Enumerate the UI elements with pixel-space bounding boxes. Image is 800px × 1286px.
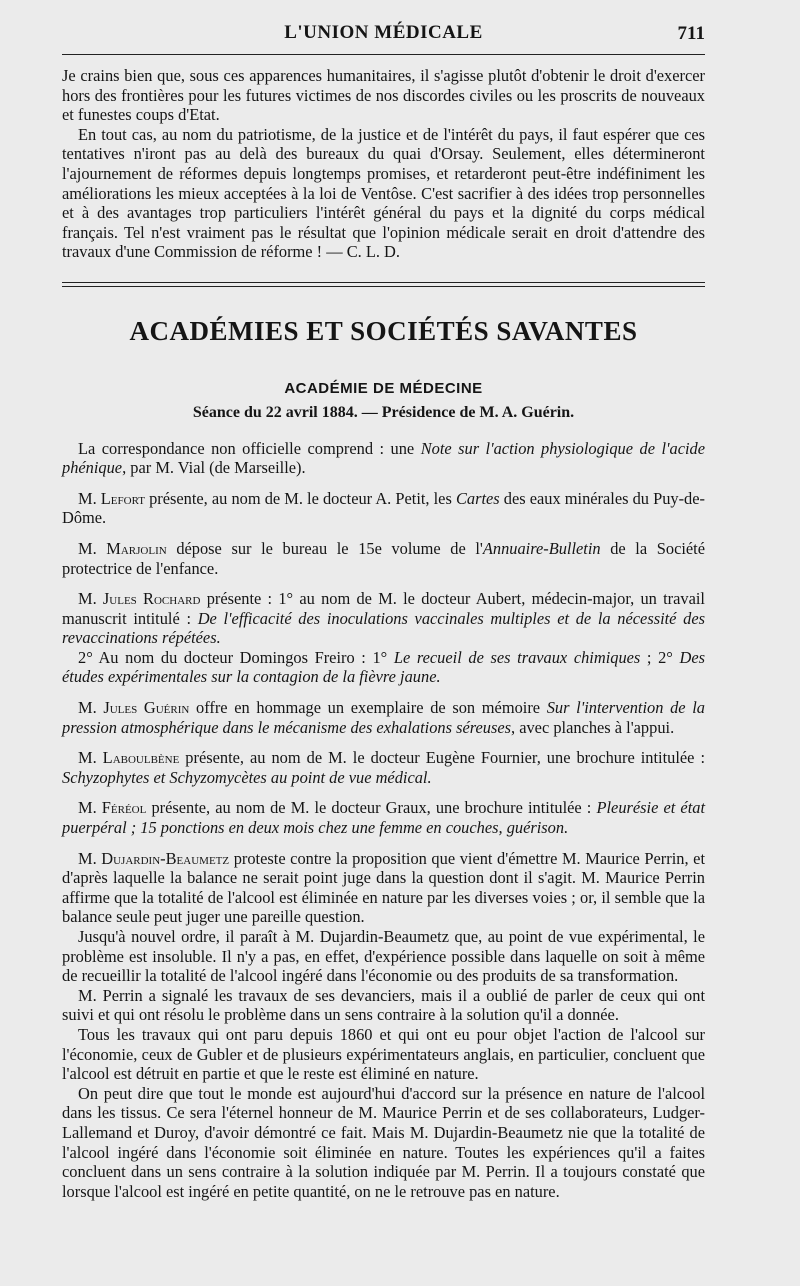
text-segment: , par M. Vial (de Marseille). bbox=[122, 458, 306, 478]
paragraph-freiro bbox=[62, 648, 705, 687]
speaker-name: M. Féréol bbox=[78, 798, 147, 818]
page-number: 711 bbox=[677, 23, 705, 44]
speaker-name: M. Jules Rochard bbox=[78, 589, 201, 609]
text-segment: dépose sur le bureau le 15e volume de l' bbox=[166, 538, 483, 558]
italic-title: Pleurésie et état puerpéral ; 15 ponctions en deux mois chez une femme en couches, guérison. bbox=[62, 798, 706, 838]
paragraph-fereol bbox=[62, 798, 705, 837]
text-segment: , avec planches à l'appui. bbox=[511, 717, 675, 737]
paragraph-travaux: Tous les travaux qui ont paru depuis 1860 et qui ont eu pour objet l'action de l'alcool sur l'économie, ceux de Gubler et de plusieurs expérimentateurs anglais, en particulier, concluent que l'alcool est détruit en partie et que le reste est éliminé en nature. bbox=[62, 1024, 705, 1084]
header-rule bbox=[62, 54, 705, 55]
text-segment: présente, au nom de M. le docteur A. Petit, les bbox=[144, 488, 456, 508]
paragraph-rochard bbox=[62, 589, 705, 648]
section-divider bbox=[62, 282, 705, 287]
italic-title: Schyzophytes et Schyzomycètes au point de vue médical. bbox=[62, 767, 432, 787]
italic-title: Annuaire-Bulletin bbox=[482, 538, 601, 558]
text-segment: présente, au nom de M. le docteur Eugène Fournier, une brochure intitulée : bbox=[179, 748, 705, 768]
paragraph-conclusion: On peut dire que tout le monde est aujourd'hui d'accord sur la présence en nature de l'alcool dans les tissus. Ce sera l'éternel honneur de M. Maurice Perrin et de ses collaborateurs, Ludger-Lallemand et Duroy, d'avoir démontré ce fait. Mais M. Dujardin-Beaumetz nie que la totalité de l'alcool ingéré dans l'économie soit éliminée en nature. Toutes les expériences qu'il a faites concluent dans un sens contraire à la solution indiquée par M. Perrin. Il a toujours constaté que lorsque l'alcool est ingéré en petite quantité, on ne le retrouve pas en nature. bbox=[62, 1083, 705, 1201]
text-segment: La correspondance non officielle comprend : une bbox=[78, 438, 421, 458]
academy-title: ACADÉMIE DE MÉDECINE bbox=[284, 379, 483, 397]
text-segment: ; 2° bbox=[640, 647, 680, 667]
italic-title: Des études expérimentales sur la contagion de la fièvre jaune. bbox=[62, 647, 705, 687]
session-line: Séance du 22 avril 1884. — Présidence de M. A. Guérin. bbox=[192, 403, 575, 421]
paragraph-lefort bbox=[62, 489, 705, 528]
paragraph-experimental: Jusqu'à nouvel ordre, il paraît à M. Dujardin-Beaumetz que, au point de vue expérimental, le problème est insoluble. Il n'y a pas, en effet, d'expérience possible dans laquelle on soit à même de recueillir la totalité de l'alcool ingéré dans l'économie ou des produits de sa transformation. bbox=[62, 927, 705, 986]
page-header bbox=[62, 22, 705, 48]
text-segment: offre en hommage un exemplaire de son mémoire bbox=[189, 698, 547, 718]
running-title: L'UNION MÉDICALE bbox=[284, 22, 483, 43]
paragraph-marjolin bbox=[62, 539, 705, 578]
paragraph-laboulbene bbox=[62, 748, 705, 787]
paragraph-correspondance bbox=[62, 439, 705, 478]
text-segment: présente : 1° au nom de M. le docteur Aubert, médecin-major, un travail manuscrit intitulé : bbox=[62, 589, 705, 628]
speaker-name: M. Laboulbène bbox=[78, 748, 180, 768]
italic-title: Sur l'intervention de la pression atmosphérique dans le mécanisme des exhalations séreuses bbox=[62, 698, 705, 737]
italic-title: Cartes bbox=[455, 488, 500, 508]
intro-paragraph-2: En tout cas, au nom du patriotisme, de la justice et de l'intérêt du pays, il faut espérer que ces tentatives n'iront pas au delà des bureaux du quai d'Orsay. Seulement, elles détermineront l'ajournement de réformes depuis longtemps promises, et retarderont peut-être indéfiniment les améliorations les mieux acceptées à la loi de Ventôse. C'est sacrifier à des idées trop personnelles et à des avantages trop particuliers l'intérêt général du pays et la dignité du corps médical français. Tel n'est vraiment pas le résultat que l'opinion médicale serait en droit d'attendre des travaux d'une Commission de réforme ! — C. L. D. bbox=[62, 124, 705, 262]
italic-title: Note sur l'action physiologique de l'acide phénique bbox=[62, 438, 706, 478]
paragraph-dujardin-beaumetz bbox=[62, 849, 705, 927]
speaker-name: M. Jules Guérin bbox=[78, 698, 190, 718]
italic-title: De l'efficacité des inoculations vaccinales multiples et de la nécessité des revaccinations répétées. bbox=[62, 608, 705, 648]
speaker-name: M. Dujardin-Beaumetz bbox=[78, 848, 230, 868]
text-segment: 2° Au nom du docteur Domingos Freiro : 1° bbox=[78, 647, 394, 667]
text-segment: proteste contre la proposition que vient d'émettre M. Maurice Perrin, et d'après laquelle la balance ne serait point juge dans la question dont il s'agit. M. Maurice Perrin affirme que la totalité de l'alcool est éliminée en nature par les diverses voies ; or, il semble que la balance seule peut juger une pareille question. bbox=[62, 848, 705, 927]
article-body bbox=[62, 66, 705, 1201]
text-segment: présente, au nom de M. le docteur Graux, une brochure intitulée : bbox=[146, 798, 597, 818]
text-segment: des eaux minérales du Puy-de-Dôme. bbox=[62, 488, 705, 528]
speaker-name: M. Marjolin bbox=[78, 538, 167, 558]
intro-paragraph-1: Je crains bien que, sous ces apparences humanitaires, il s'agisse plutôt d'obtenir le droit d'exercer hors des frontières pour les futures victimes de nos discordes civiles ou les proscrits de nouveaux et funestes coups d'Etat. bbox=[62, 66, 705, 125]
speaker-name: M. Lefort bbox=[78, 488, 145, 508]
italic-title: Le recueil de ses travaux chimiques bbox=[393, 647, 641, 667]
paragraph-guerin bbox=[62, 698, 705, 737]
text-segment: de la Société protectrice de l'enfance. bbox=[62, 538, 705, 578]
section-title: ACADÉMIES ET SOCIÉTÉS SAVANTES bbox=[129, 315, 638, 346]
paragraph-perrin: M. Perrin a signalé les travaux de ses devanciers, mais il a oublié de parler de ceux qui ont suivi et qui ont résolu le problème dans un sens contraire à la solution qu'il a donnée. bbox=[62, 985, 705, 1025]
